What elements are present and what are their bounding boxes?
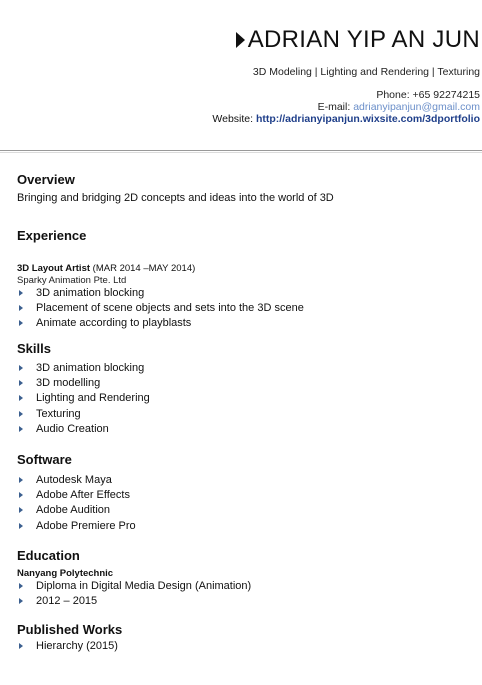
bullet-icon — [19, 598, 23, 604]
bullet-icon — [19, 583, 23, 589]
list-item: 3D modelling — [17, 376, 150, 391]
list-item: Placement of scene objects and sets into the 3D scene — [17, 301, 304, 316]
bullet-icon — [19, 492, 23, 498]
published-list — [17, 639, 122, 654]
resume-header — [0, 0, 482, 150]
experience-title: Experience — [17, 228, 87, 243]
published-section — [17, 622, 122, 654]
list-item: Audio Creation — [17, 422, 150, 437]
email-link[interactable]: adrianyipanjun@gmail.com — [353, 101, 480, 113]
list-item: 3D animation blocking — [17, 361, 150, 376]
list-item: Autodesk Maya — [17, 473, 136, 488]
experience-job — [17, 263, 304, 332]
job-title: 3D Layout Artist — [17, 263, 91, 274]
list-item: Texturing — [17, 407, 150, 422]
bullet-icon — [19, 643, 23, 649]
education-list — [17, 579, 251, 609]
website-label: Website: — [212, 113, 256, 125]
phone-number: +65 92274215 — [412, 89, 480, 101]
list-item: Hierarchy (2015) — [17, 639, 122, 654]
list-item: Adobe Premiere Pro — [17, 519, 136, 534]
overview-text: Bringing and bridging 2D concepts and ideas into the world of 3D — [17, 192, 334, 204]
list-item: Diploma in Digital Media Design (Animation) — [17, 579, 251, 594]
header-divider — [0, 150, 482, 151]
bullet-icon — [19, 380, 23, 386]
education-section — [17, 548, 251, 609]
software-title: Software — [17, 452, 72, 467]
software-section — [17, 452, 136, 534]
overview-section — [17, 172, 334, 204]
applicant-name-text: ADRIAN YIP AN JUN — [247, 26, 480, 53]
list-item: Adobe After Effects — [17, 488, 136, 503]
bullet-icon — [19, 320, 23, 326]
bullet-icon — [19, 365, 23, 371]
website-line — [212, 113, 480, 125]
phone-label: Phone: — [376, 89, 413, 101]
experience-section — [17, 228, 86, 243]
job-heading — [17, 263, 304, 274]
list-item: 3D animation blocking — [17, 286, 304, 301]
email-line — [318, 101, 480, 113]
bullet-icon — [19, 395, 23, 401]
list-item: Lighting and Rendering — [17, 391, 150, 406]
skills-title: Skills — [17, 341, 51, 356]
applicant-specialties: 3D Modeling | Lighting and Rendering | Texturing — [252, 66, 480, 78]
triangle-marker-icon — [236, 32, 245, 48]
list-item: Adobe Audition — [17, 503, 136, 518]
list-item: 2012 – 2015 — [17, 594, 251, 609]
experience-list — [17, 286, 304, 332]
job-dates: (MAR 2014 –MAY 2014) — [90, 263, 196, 274]
skills-section — [17, 341, 150, 437]
website-link[interactable]: http://adrianyipanjun.wixsite.com/3dportfolio — [255, 113, 480, 125]
published-title: Published Works — [17, 622, 123, 637]
bullet-icon — [19, 507, 23, 513]
education-title: Education — [17, 548, 80, 563]
school-name: Nanyang Polytechnic — [17, 568, 114, 579]
applicant-name — [236, 26, 480, 54]
company-name: Sparky Animation Pte. Ltd — [17, 275, 127, 286]
email-label: E-mail: — [317, 101, 354, 113]
bullet-icon — [19, 477, 23, 483]
header-divider-shadow — [0, 152, 482, 153]
phone-line — [376, 89, 480, 101]
bullet-icon — [19, 523, 23, 529]
software-list — [17, 473, 136, 534]
bullet-icon — [19, 305, 23, 311]
bullet-icon — [19, 290, 23, 296]
bullet-icon — [19, 426, 23, 432]
overview-title: Overview — [17, 172, 75, 187]
list-item: Animate according to playblasts — [17, 316, 304, 331]
bullet-icon — [19, 411, 23, 417]
skills-list — [17, 361, 150, 437]
